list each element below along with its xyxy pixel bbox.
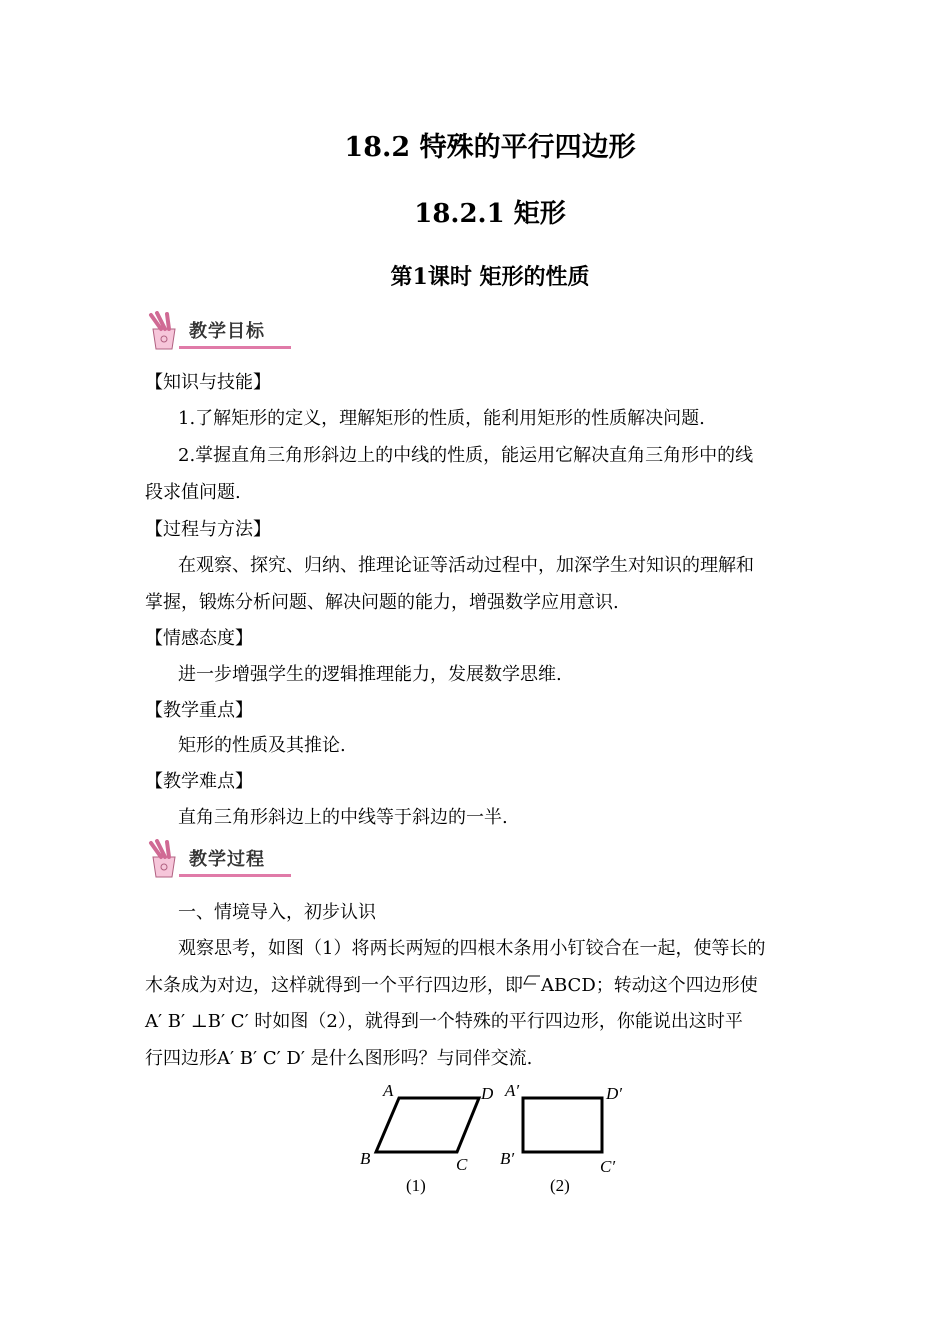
key-points-heading: 【教学重点】 — [145, 700, 253, 721]
label-C: C — [456, 1155, 468, 1174]
knowledge-item-2-cont: 段求值问题. — [145, 482, 241, 503]
step-1-heading: 一、情境导入，初步认识 — [178, 902, 376, 923]
label-D: D — [481, 1084, 494, 1103]
badge-underline — [179, 346, 291, 349]
lesson-title: 第1课时 矩形的性质 — [390, 264, 590, 290]
process-paragraph-line-4: 行四边形A′ B′ C′ D′ 是什么图形吗？与同伴交流. — [145, 1048, 533, 1069]
section-title: 18.2 特殊的平行四边形 — [344, 132, 636, 163]
pencil-pot-icon — [145, 839, 183, 879]
label-D-prime: D′ — [606, 1084, 622, 1103]
attitude-text: 进一步增强学生的逻辑推理能力，发展数学思维. — [178, 664, 562, 685]
label-C-prime: C′ — [600, 1157, 616, 1176]
caption-2: (2) — [550, 1176, 570, 1195]
pencil-pot-icon — [145, 311, 183, 351]
knowledge-heading: 【知识与技能】 — [145, 372, 271, 393]
caption-1: (1) — [406, 1176, 426, 1195]
key-points-text: 矩形的性质及其推论. — [178, 735, 346, 756]
knowledge-item-2: 2.掌握直角三角形斜边上的中线的性质，能运用它解决直角三角形中的线 — [178, 445, 754, 466]
attitude-heading: 【情感态度】 — [145, 628, 253, 649]
parallelogram-rectangle-figure — [350, 1075, 640, 1205]
subsection-title: 18.2.1 矩形 — [414, 199, 566, 229]
knowledge-item-1: 1.了解矩形的定义，理解矩形的性质，能利用矩形的性质解决问题. — [178, 408, 705, 429]
difficulty-text: 直角三角形斜边上的中线等于斜边的一半. — [178, 807, 508, 828]
process-paragraph: 观察思考，如图（1）将两长两短的四根木条用小钉铰合在一起，使等长的 — [178, 938, 766, 959]
method-text-cont: 掌握，锻炼分析问题、解决问题的能力，增强数学应用意识. — [145, 592, 619, 613]
method-text: 在观察、探究、归纳、推理论证等活动过程中，加深学生对知识的理解和 — [178, 555, 754, 576]
process-paragraph-line-3: A′ B′ ⊥B′ C′ 时如图（2），就得到一个特殊的平行四边形，你能说出这时平 — [145, 1011, 743, 1032]
difficulty-heading: 【教学难点】 — [145, 771, 253, 792]
method-heading: 【过程与方法】 — [145, 519, 271, 540]
teaching-process-badge: 教学过程 — [143, 837, 291, 881]
label-A: A — [383, 1081, 394, 1100]
label-B: B — [360, 1149, 371, 1168]
label-B-prime: B′ — [500, 1149, 515, 1168]
badge-underline — [179, 874, 291, 877]
teaching-goals-badge: 教学目标 — [143, 309, 291, 353]
process-paragraph-line-2: 木条成为对边，这样就得到一个平行四边形，即 ABCD；转动这个四边形使 — [145, 975, 758, 996]
label-A-prime: A′ — [505, 1081, 520, 1100]
parallelogram-symbol-icon — [523, 975, 541, 985]
